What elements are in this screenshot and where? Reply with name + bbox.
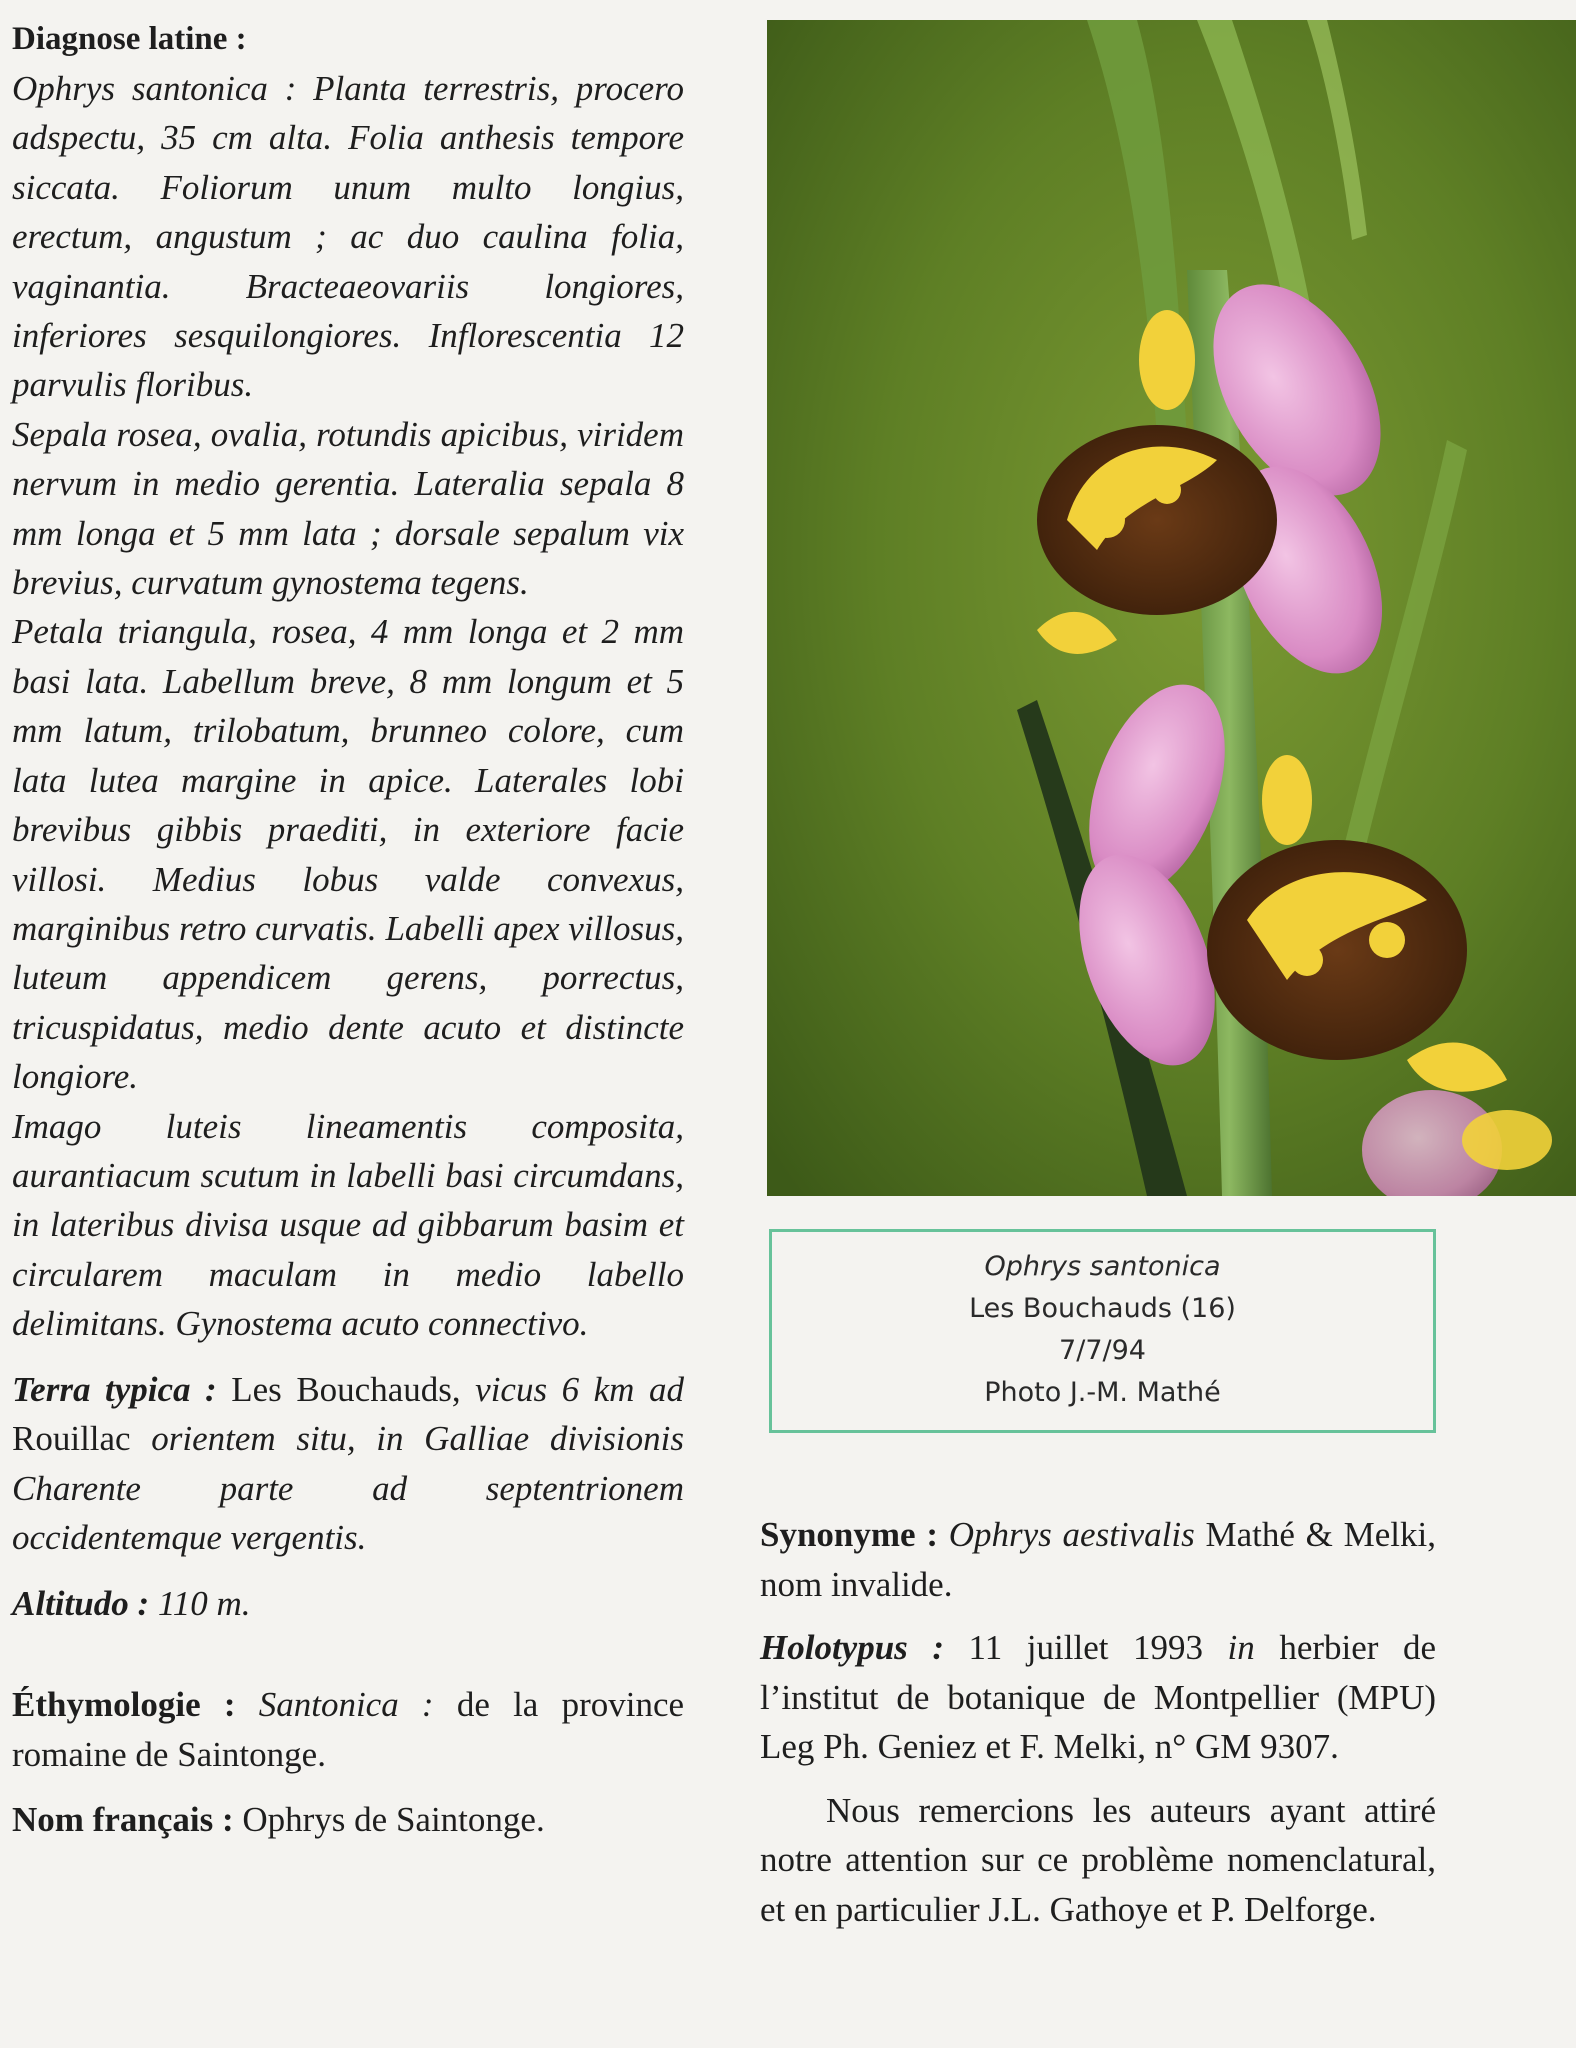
right-column <box>760 1510 1436 1934</box>
caption-species: Ophrys santonica <box>984 1251 1221 1282</box>
altitudo-value: 110 m. <box>157 1583 251 1623</box>
latin-diagnosis <box>12 64 684 1349</box>
diagnosis-paragraph: Petala triangula, rosea, 4 mm longa et 2 mm basi lata. Labellum breve, 8 mm longum et 5 mm latum, trilobatum, brunneo colore, cum lata lutea margine in apice. Laterales lobi brevibus gibbis praediti, in exteriore facie villosi. Medius lobus valde convexus, marginibus retro curvatis. Labelli apex villosus, luteum appendicem gerens, porrectus, tricuspidatus, medio dente acuto et distincte longiore. <box>12 612 684 1097</box>
terra-typica: Terra typica : Les Bouchauds, vicus 6 km ad Rouillac orientem situ, in Galliae divisionis Charente parte ad septentrionem occidentemque vergentis. <box>12 1369 684 1558</box>
holotypus: Holotypus : 11 juillet 1993 in herbier de l’institut de botanique de Montpellier (MPU) Leg Ph. Geniez et F. Melki, n° GM 9307. <box>760 1628 1437 1766</box>
terra-typica-label: Terra typica : <box>12 1369 217 1409</box>
ethymologie-label: Éthymologie : <box>12 1685 236 1725</box>
ethymologie: Éthymologie : Santonica : de la province romaine de Saintonge. <box>12 1685 685 1774</box>
nom-francais <box>12 1795 684 1845</box>
synonyme-label: Synonyme : <box>760 1515 938 1554</box>
caption-locality: Les Bouchauds (16) <box>969 1293 1236 1324</box>
diagnosis-paragraph: Sepala rosea, ovalia, rotundis apicibus, viridem nervum in medio gerentia. Lateralia sepala 8 mm longa et 5 mm lata ; dorsale sepalum vix brevius, curvatum gynostema tegens. <box>12 414 684 603</box>
diagnose-heading: Diagnose latine : <box>12 21 247 57</box>
left-column <box>12 14 684 1845</box>
diagnosis-paragraph: Imago luteis lineamentis composita, aurantiacum scutum in labelli basi circumdans, in lateribus divisa usque ad gibbarum basim et circularem maculam in medio labello delimitans. Gynostema acuto connectivo. <box>12 1106 684 1344</box>
altitudo <box>12 1579 684 1629</box>
orchid-photo <box>767 20 1576 1196</box>
altitudo-label: Altitudo : <box>12 1583 150 1623</box>
photo-caption <box>769 1229 1436 1433</box>
holotypus-label: Holotypus : <box>760 1628 944 1667</box>
diagnosis-paragraph: Ophrys santonica : Planta terrestris, procero adspectu, 35 cm alta. Folia anthesis tempore siccata. Foliorum unum multo longius, erectum, angustum ; ac duo caulina folia, vaginantia. Bracteaeovariis longiores, inferiores sesquilongiores. Inflorescentia 12 parvulis floribus. <box>12 69 684 405</box>
caption-date: 7/7/94 <box>1059 1335 1146 1366</box>
acknowledgements: Nous remercions les auteurs ayant attiré notre attention sur ce problème nomenclatural, et en particulier J.L. Gathoye et P. Delforge. <box>760 1790 1436 1929</box>
synonyme: Synonyme : Ophrys aestivalis Mathé & Melki, nom invalide. <box>760 1515 1437 1604</box>
nom-francais-label: Nom français : <box>12 1800 234 1840</box>
orchid-photo-illustration <box>767 20 1576 1196</box>
caption-credit: Photo J.-M. Mathé <box>984 1377 1221 1408</box>
nom-francais-value: Ophrys de Saintonge. <box>242 1800 545 1840</box>
